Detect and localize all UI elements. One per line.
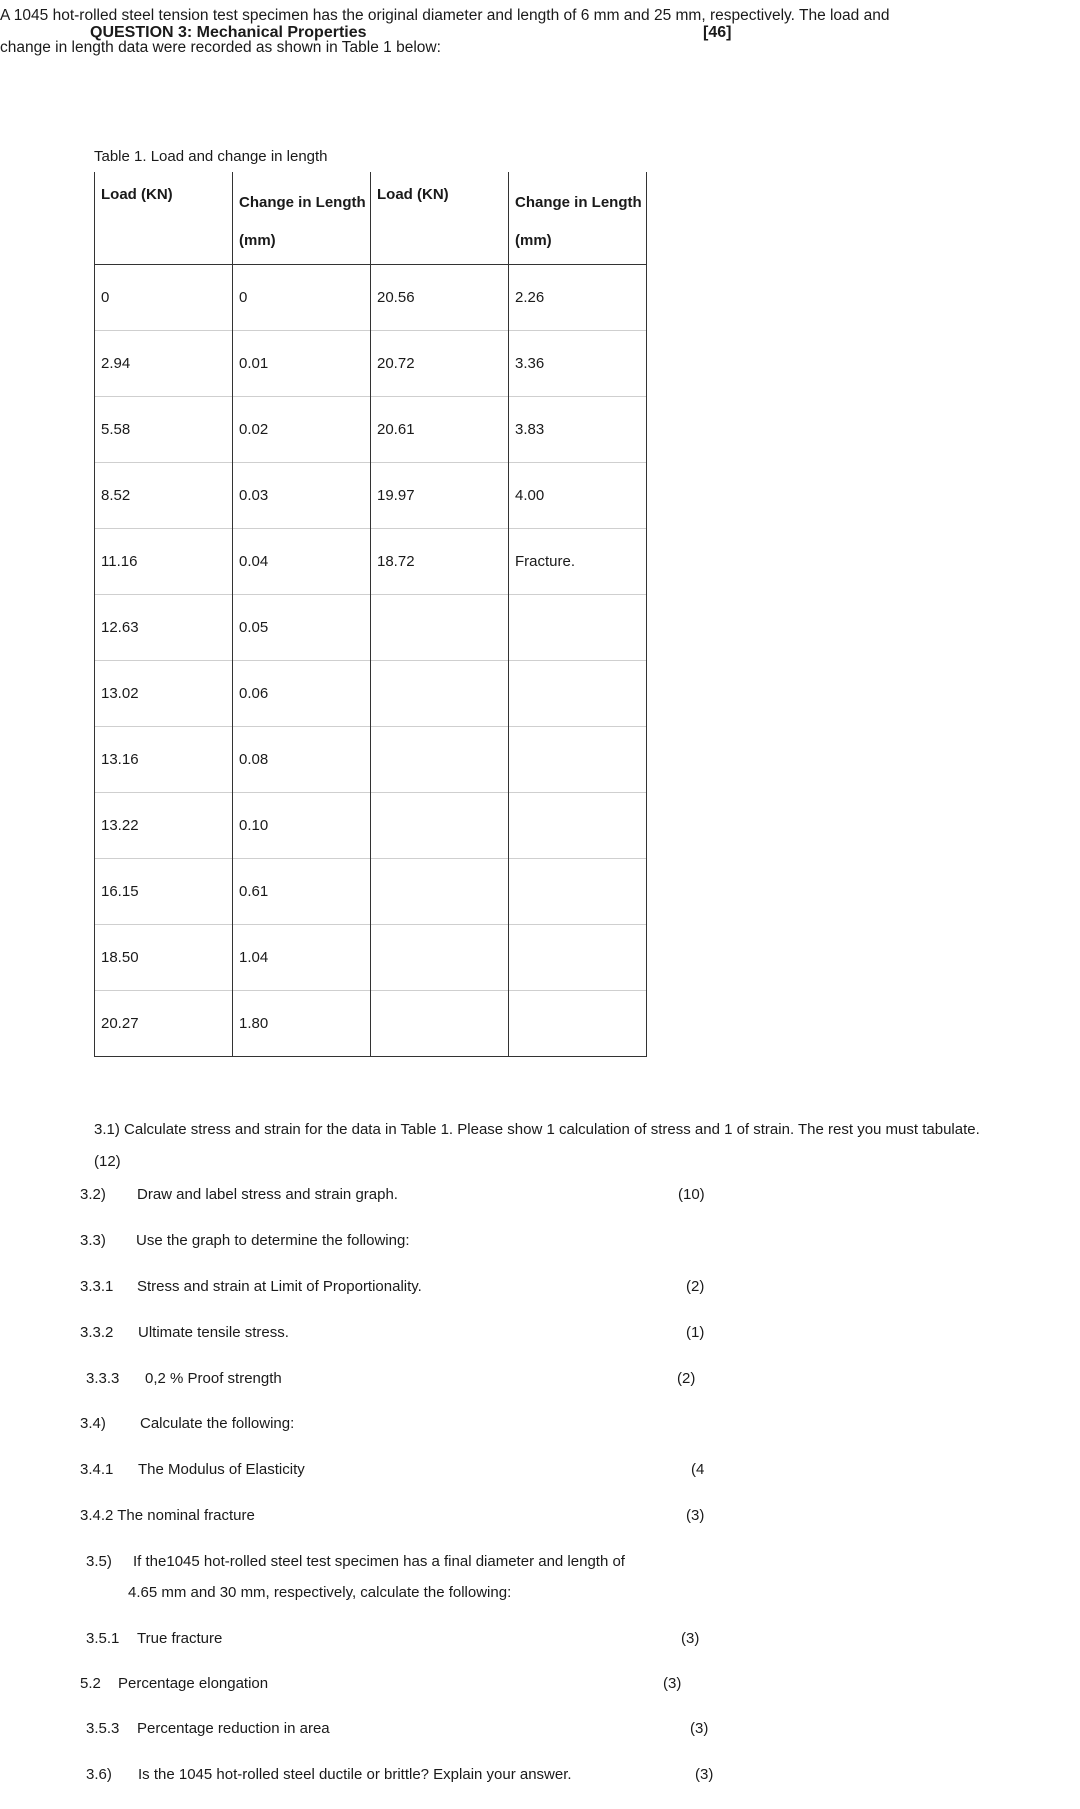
q3-3-2-marks: (1) xyxy=(686,1324,705,1341)
header-text: (mm) xyxy=(239,232,276,249)
q3-3-1-text: Stress and strain at Limit of Proportionality. xyxy=(137,1278,422,1295)
table-cell: 0.08 xyxy=(233,726,371,792)
table-cell: 4.00 xyxy=(509,462,647,528)
table-row xyxy=(95,726,647,792)
q3-4-2-text: 3.4.2 The nominal fracture xyxy=(80,1507,255,1524)
table-cell xyxy=(509,924,647,990)
table-cell xyxy=(371,858,509,924)
table-cell: 0 xyxy=(233,264,371,330)
q3-5-1-text: True fracture xyxy=(137,1630,223,1647)
table-cell xyxy=(371,660,509,726)
q3-3-3-text: 0,2 % Proof strength xyxy=(145,1370,282,1387)
q3-2-marks: (10) xyxy=(678,1186,705,1203)
q3-4-1-text: The Modulus of Elasticity xyxy=(138,1461,305,1478)
table-row xyxy=(95,594,647,660)
header-load-1 xyxy=(95,172,233,264)
table-row xyxy=(95,264,647,330)
table-cell: 19.97 xyxy=(371,462,509,528)
table-row xyxy=(95,792,647,858)
table-cell: 1.80 xyxy=(233,990,371,1056)
table-cell: 16.15 xyxy=(95,858,233,924)
q5-2-num: 5.2 xyxy=(80,1675,101,1692)
q3-3-1-marks: (2) xyxy=(686,1278,705,1295)
table-cell: 1.04 xyxy=(233,924,371,990)
q3-2-text: Draw and label stress and strain graph. xyxy=(137,1186,398,1203)
q3-5-line2: 4.65 mm and 30 mm, respectively, calculate the following: xyxy=(128,1584,512,1601)
table-cell: 18.50 xyxy=(95,924,233,990)
load-change-table xyxy=(94,172,647,1057)
table-cell: 0.04 xyxy=(233,528,371,594)
q5-2-text: Percentage elongation xyxy=(118,1675,269,1692)
table-cell: 8.52 xyxy=(95,462,233,528)
table-cell: 0.05 xyxy=(233,594,371,660)
q3-5-1-marks: (3) xyxy=(681,1630,700,1647)
q3-4-2-marks: (3) xyxy=(686,1507,705,1524)
table-cell: 11.16 xyxy=(95,528,233,594)
table-cell xyxy=(371,792,509,858)
q3-3-text: Use the graph to determine the following: xyxy=(136,1232,410,1249)
table-cell xyxy=(509,990,647,1056)
table-cell xyxy=(509,792,647,858)
header-text: Load (KN) xyxy=(101,186,173,203)
intro-line-1: A 1045 hot-rolled steel tension test specimen has the original diameter and length of 6 mm and 25 mm, respectively. The load and xyxy=(0,7,890,24)
table-cell xyxy=(509,660,647,726)
q3-3-3-marks: (2) xyxy=(677,1370,696,1387)
table-row xyxy=(95,924,647,990)
table-body xyxy=(95,264,647,1056)
q3-5-line1: If the1045 hot-rolled steel test specimen has a final diameter and length of xyxy=(133,1553,625,1570)
table-cell xyxy=(371,990,509,1056)
header-text: Change in Length xyxy=(239,194,366,211)
table-cell: 12.63 xyxy=(95,594,233,660)
intro-line-2: change in length data were recorded as shown in Table 1 below: xyxy=(0,39,441,56)
q3-6-num: 3.6) xyxy=(86,1766,112,1783)
table-row xyxy=(95,330,647,396)
table-cell: 0.06 xyxy=(233,660,371,726)
total-marks: [46] xyxy=(703,24,732,41)
q3-4-num: 3.4) xyxy=(80,1415,106,1432)
table-cell: 5.58 xyxy=(95,396,233,462)
q3-5-3-marks: (3) xyxy=(690,1720,709,1737)
table-cell xyxy=(509,858,647,924)
table-cell xyxy=(371,726,509,792)
q3-5-num: 3.5) xyxy=(86,1553,112,1570)
table-cell: 20.72 xyxy=(371,330,509,396)
table-cell: 2.26 xyxy=(509,264,647,330)
table-cell: 0 xyxy=(95,264,233,330)
table-cell: 0.01 xyxy=(233,330,371,396)
header-change-1 xyxy=(233,172,371,264)
question-title: QUESTION 3: Mechanical Properties xyxy=(90,24,367,41)
q3-5-1-num: 3.5.1 xyxy=(86,1630,120,1647)
header-change-2 xyxy=(509,172,647,264)
table-row xyxy=(95,396,647,462)
table-cell: 3.36 xyxy=(509,330,647,396)
q3-6-marks: (3) xyxy=(695,1766,714,1783)
table-cell: 13.16 xyxy=(95,726,233,792)
table-cell: 3.83 xyxy=(509,396,647,462)
q3-4-text: Calculate the following: xyxy=(140,1415,295,1432)
q3-1-marks: (12) xyxy=(94,1153,121,1170)
q3-5-3-num: 3.5.3 xyxy=(86,1720,120,1737)
q3-6-text: Is the 1045 hot-rolled steel ductile or brittle? Explain your answer. xyxy=(138,1766,572,1783)
table-cell: 0.02 xyxy=(233,396,371,462)
q5-2-marks: (3) xyxy=(663,1675,682,1692)
table-cell xyxy=(371,594,509,660)
header-text: (mm) xyxy=(515,232,552,249)
table-row xyxy=(95,528,647,594)
header-text: Load (KN) xyxy=(377,186,449,203)
q3-3-3-num: 3.3.3 xyxy=(86,1370,120,1387)
table-row xyxy=(95,990,647,1056)
table-cell xyxy=(371,924,509,990)
table-cell: 20.27 xyxy=(95,990,233,1056)
table-cell: 20.61 xyxy=(371,396,509,462)
table-caption: Table 1. Load and change in length xyxy=(94,148,328,165)
header-text: Change in Length xyxy=(515,194,642,211)
table-cell: 13.22 xyxy=(95,792,233,858)
q3-4-1-num: 3.4.1 xyxy=(80,1461,114,1478)
table-cell: 0.10 xyxy=(233,792,371,858)
table-cell: 18.72 xyxy=(371,528,509,594)
table-header-row xyxy=(95,172,647,264)
table-row xyxy=(95,858,647,924)
table-cell: 0.61 xyxy=(233,858,371,924)
q3-5-3-text: Percentage reduction in area xyxy=(137,1720,330,1737)
q3-3-num: 3.3) xyxy=(80,1232,106,1249)
header-load-2 xyxy=(371,172,509,264)
table-cell xyxy=(509,726,647,792)
table-cell: 2.94 xyxy=(95,330,233,396)
table-cell: Fracture. xyxy=(509,528,647,594)
table-cell: 0.03 xyxy=(233,462,371,528)
table-cell xyxy=(509,594,647,660)
table-cell: 20.56 xyxy=(371,264,509,330)
table-cell: 13.02 xyxy=(95,660,233,726)
q3-3-2-text: Ultimate tensile stress. xyxy=(138,1324,289,1341)
q3-2-num: 3.2) xyxy=(80,1186,106,1203)
table-row xyxy=(95,660,647,726)
q3-3-2-num: 3.3.2 xyxy=(80,1324,114,1341)
q3-3-1-num: 3.3.1 xyxy=(80,1278,114,1295)
q3-4-1-marks: (4 xyxy=(691,1461,705,1478)
q3-1-line1: 3.1) Calculate stress and strain for the data in Table 1. Please show 1 calculation of stress and 1 of strain. The rest you must tabulate. xyxy=(94,1121,980,1138)
table-row xyxy=(95,462,647,528)
